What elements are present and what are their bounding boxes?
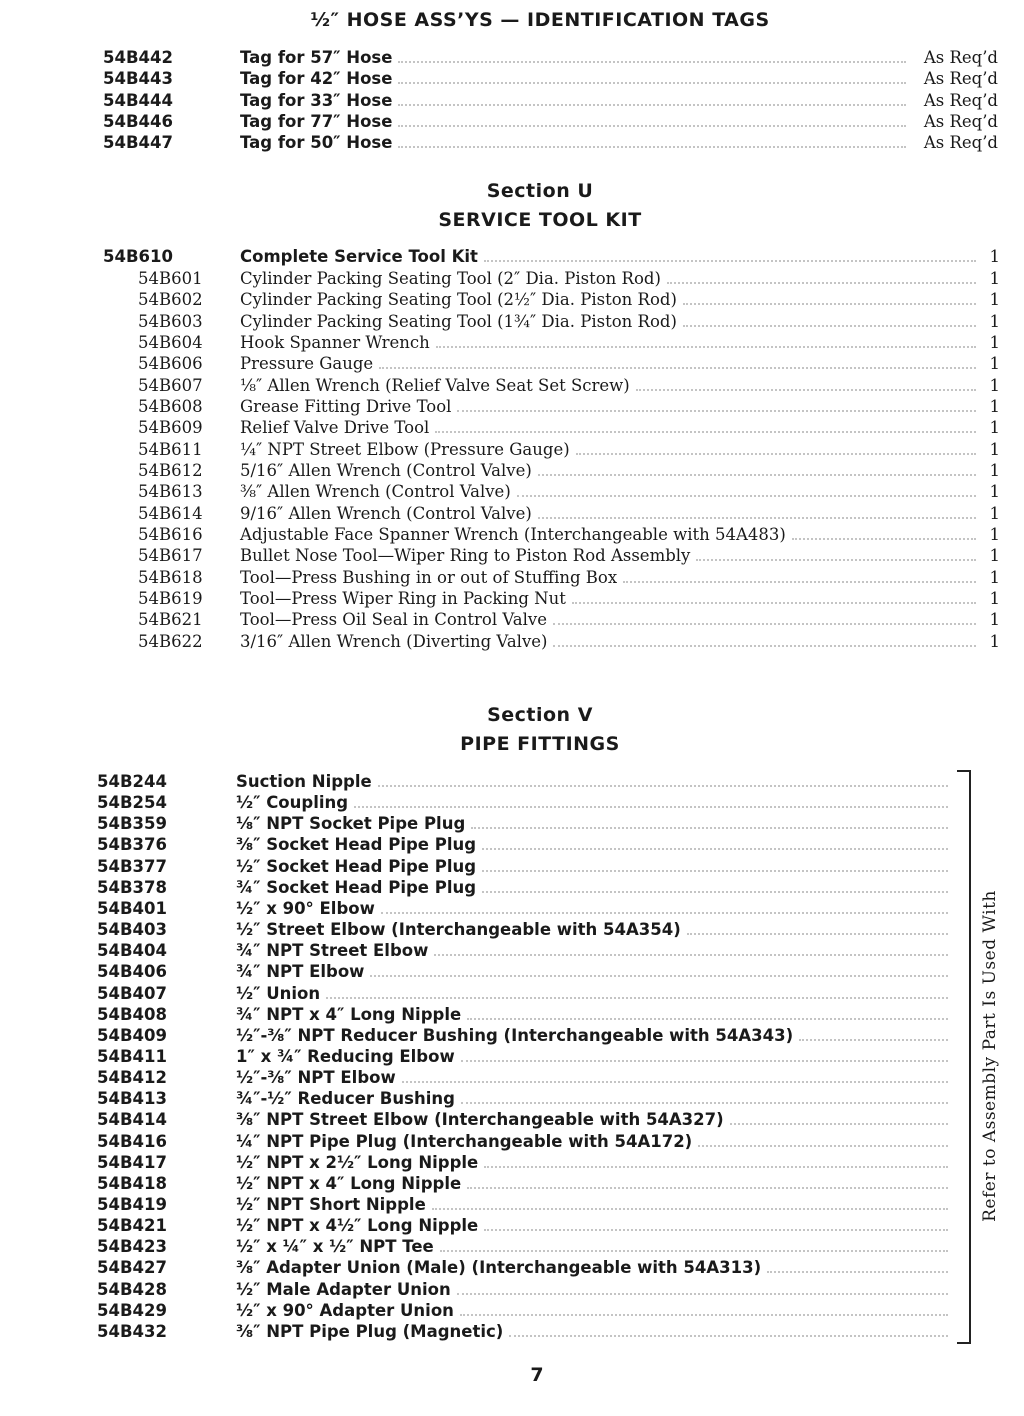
dot-leader [471,813,948,829]
description-text: Tool—Press Oil Seal in Control Valve [240,610,547,630]
fitting-row [0,1152,1024,1173]
description [236,813,952,834]
dot-leader [799,1025,948,1041]
quantity: 1 [989,610,1000,630]
quantity: 1 [989,396,1000,416]
description [236,1321,952,1342]
description [236,1215,952,1236]
tool-row [0,289,1024,310]
dot-leader [683,311,976,327]
dot-leader [434,940,948,956]
quantity: 1 [989,439,1000,459]
dot-leader [636,375,976,391]
description [240,90,910,111]
tag-row [0,68,1024,89]
description [236,1088,952,1109]
dot-leader [767,1257,948,1273]
dot-leader [398,111,906,127]
description-text: ¼″ NPT Street Elbow (Pressure Gauge) [240,439,570,459]
tool-row [0,460,1024,481]
part-number: 54B429 [97,1300,167,1320]
description-text: ¼″ NPT Pipe Plug (Interchangeable with 54A172) [236,1131,693,1151]
dot-leader [354,792,948,808]
dot-leader [398,68,906,84]
description [240,268,980,289]
tool-row [0,481,1024,502]
part-number: 54B404 [97,941,167,961]
part-number: 54B617 [138,546,203,566]
section-v-label: Section V [487,704,593,726]
description [240,588,980,609]
bracket-note-text: Refer to Assembly Part Is Used With [980,890,1000,1222]
fitting-row [0,961,1024,982]
dot-leader [696,545,976,561]
description-text: ⅜″ NPT Street Elbow (Interchangeable with 54A327) [236,1110,724,1130]
quantity: As Req’d [923,111,998,131]
description [236,919,952,940]
fitting-row [0,856,1024,877]
quantity: 1 [989,290,1000,310]
quantity: 1 [989,375,1000,395]
fitting-row [0,919,1024,940]
part-number: 54B603 [138,311,203,331]
fitting-row [0,834,1024,855]
dot-leader [687,919,948,935]
tool-row [0,588,1024,609]
quantity: 1 [989,247,1000,266]
fitting-row [0,1321,1024,1342]
description-text: 5/16″ Allen Wrench (Control Valve) [240,460,532,480]
part-number: 54B601 [138,269,203,288]
tool-row [0,503,1024,524]
dot-leader [698,1131,948,1147]
description-text: Tag for 57″ Hose [240,48,393,67]
description [236,1131,952,1152]
fitting-row [0,1215,1024,1236]
description-text: ½″ NPT Short Nipple [236,1195,426,1214]
description-text: Complete Service Tool Kit [240,247,478,266]
fitting-row [0,1194,1024,1215]
part-number: 54B411 [97,1046,167,1066]
dot-leader [517,481,976,497]
tag-row [0,132,1024,153]
description-text: ⅛″ Allen Wrench (Relief Valve Seat Set Screw) [240,375,630,395]
part-number: 54B611 [138,439,203,459]
description [240,332,980,353]
description [236,1025,952,1046]
quantity: 1 [989,503,1000,523]
description-text: Hook Spanner Wrench [240,332,430,352]
dot-leader [538,460,976,476]
description-text: 9/16″ Allen Wrench (Control Valve) [240,503,532,523]
dot-leader [553,631,976,647]
description-text: ¾″-½″ Reducer Bushing [236,1089,455,1109]
tool-row [0,396,1024,417]
dot-leader [370,961,948,977]
dot-leader [457,1279,948,1295]
description [240,439,980,460]
description [240,353,980,374]
description [236,1279,952,1300]
description-text: Tag for 50″ Hose [240,133,393,153]
description [240,417,980,438]
dot-leader [457,396,976,412]
quantity: 1 [989,354,1000,374]
description-text: ½″-⅜″ NPT Reducer Bushing (Interchangeable with 54A343) [236,1025,794,1045]
description-text: ½″ NPT x 4½″ Long Nipple [236,1216,479,1236]
part-number: 54B416 [97,1131,167,1151]
part-number: 54B613 [138,482,203,502]
quantity: 1 [989,311,1000,331]
part-number: 54B359 [97,814,167,834]
description-text: ⅛″ NPT Socket Pipe Plug [236,814,466,834]
dot-leader [538,503,976,519]
description-text: Adjustable Face Spanner Wrench (Interchangeable with 54A483) [240,524,786,544]
part-number: 54B618 [138,567,203,587]
description [240,132,910,153]
quantity: 1 [989,482,1000,502]
dot-leader [730,1109,948,1125]
description-text: Bullet Nose Tool—Wiper Ring to Piston Rod Assembly [240,546,691,566]
quantity: 1 [989,269,1000,288]
part-number: 54B376 [97,835,167,855]
dot-leader [572,588,976,604]
part-number: 54B610 [103,247,173,266]
part-number: 54B619 [138,588,203,608]
description [236,877,952,898]
part-number: 54B413 [97,1089,167,1109]
tool-row [0,524,1024,545]
description [240,246,980,267]
description [236,856,952,877]
tool-row [0,545,1024,566]
part-number: 54B406 [97,962,167,982]
part-number: 54B604 [138,332,203,352]
tool-row [0,609,1024,630]
description [236,1152,952,1173]
description-text: ½″ Union [236,983,321,1003]
quantity: As Req’d [923,90,998,110]
description-text: Tag for 33″ Hose [240,90,393,110]
dot-leader [482,834,948,850]
fitting-row [0,1279,1024,1300]
description-text: Suction Nipple [236,772,372,791]
dot-leader [398,47,906,63]
part-number: 54B409 [97,1025,167,1045]
part-number: 54B602 [138,290,203,310]
description-text: ⅜″ Socket Head Pipe Plug [236,835,477,855]
fitting-row [0,1236,1024,1257]
description-text: ½″ x ¼″ x ½″ NPT Tee [236,1237,434,1257]
dot-leader [509,1321,948,1337]
description [240,524,980,545]
part-number: 54B417 [97,1152,167,1172]
description-text: ½″ Coupling [236,793,349,813]
description [240,47,910,68]
description-text: ½″ x 90° Adapter Union [236,1300,454,1320]
dot-leader [435,417,976,433]
description-text: Cylinder Packing Seating Tool (1¾″ Dia. Piston Rod) [240,311,677,331]
description [236,1257,952,1278]
description [240,503,980,524]
description [240,111,910,132]
description-text: Pressure Gauge [240,354,374,374]
dot-leader [667,268,976,284]
section-v-title: PIPE FITTINGS [460,733,620,755]
tool-row [0,567,1024,588]
dot-leader [482,856,948,872]
part-number: 54B412 [97,1068,167,1088]
dot-leader [326,983,948,999]
description-text: ¾″ NPT x 4″ Long Nipple [236,1004,462,1024]
tool-row [0,439,1024,460]
description [240,375,980,396]
part-number: 54B244 [97,772,167,791]
description [240,631,980,652]
fitting-row [0,940,1024,961]
part-number: 54B607 [138,375,203,395]
description-text: Tag for 77″ Hose [240,111,393,131]
part-number: 54B614 [138,503,203,523]
tag-row [0,47,1024,68]
fitting-row [0,1004,1024,1025]
fitting-row [0,1025,1024,1046]
part-number: 54B423 [97,1237,167,1257]
dot-leader [461,1046,948,1062]
dot-leader [792,524,976,540]
fitting-row [0,771,1024,792]
part-number: 54B446 [103,111,173,131]
description-text: ⅜″ Adapter Union (Male) (Interchangeable with 54A313) [236,1258,762,1278]
dot-leader [432,1194,948,1210]
description [236,898,952,919]
part-number: 54B447 [103,133,173,153]
part-number: 54B616 [138,524,203,544]
description-text: ½″ NPT x 4″ Long Nipple [236,1173,462,1193]
description [240,460,980,481]
dot-leader [484,246,976,262]
part-number: 54B418 [97,1173,167,1193]
tag-row [0,111,1024,132]
fitting-row [0,1257,1024,1278]
dot-leader [576,439,976,455]
part-number: 54B622 [138,631,203,651]
description [236,1046,952,1067]
part-number: 54B408 [97,1004,167,1024]
part-number: 54B443 [103,69,173,89]
page-number: 7 [530,1364,544,1386]
fitting-row [0,1109,1024,1130]
part-number: 54B421 [97,1216,167,1236]
part-number: 54B612 [138,460,203,480]
part-number: 54B254 [97,793,167,813]
description [236,961,952,982]
part-number: 54B608 [138,396,203,416]
description-text: ½″ NPT x 2½″ Long Nipple [236,1152,479,1172]
tool-row [0,631,1024,652]
description [240,609,980,630]
description-text: Cylinder Packing Seating Tool (2″ Dia. Piston Rod) [240,269,661,288]
description [240,545,980,566]
description [236,1300,952,1321]
description-text: Tool—Press Wiper Ring in Packing Nut [240,588,566,608]
part-number: 54B407 [97,983,167,1003]
dot-leader [460,1300,948,1316]
description-text: ⅜″ Allen Wrench (Control Valve) [240,482,511,502]
description [236,771,952,792]
description-text: ¾″ NPT Street Elbow [236,941,429,961]
section-u-title: SERVICE TOOL KIT [438,209,642,231]
part-number: 54B419 [97,1195,167,1214]
quantity: 1 [989,631,1000,651]
dot-leader [484,1152,948,1168]
part-number: 54B444 [103,90,173,110]
tool-row [0,268,1024,289]
description-text: Tool—Press Bushing in or out of Stuffing Box [240,567,618,587]
description-text: ½″ Socket Head Pipe Plug [236,856,477,876]
description-text: ½″-⅜″ NPT Elbow [236,1068,396,1088]
part-number: 54B377 [97,856,167,876]
dot-leader [623,567,976,583]
description-text: ½″ x 90° Elbow [236,898,375,918]
quantity: 1 [989,588,1000,608]
dot-leader [398,90,906,106]
kit-row [0,246,1024,267]
description [236,834,952,855]
tag-row [0,90,1024,111]
description [236,1067,952,1088]
section-t-title: ½″ HOSE ASS’YS — IDENTIFICATION TAGS [310,9,770,31]
description [240,567,980,588]
section-u-label: Section U [486,180,594,202]
quantity: As Req’d [923,69,998,89]
part-number: 54B432 [97,1321,167,1341]
description-text: 1″ x ¾″ Reducing Elbow [236,1046,455,1066]
description-text: ⅜″ NPT Pipe Plug (Magnetic) [236,1321,504,1341]
part-number: 54B378 [97,877,167,897]
tool-row [0,375,1024,396]
quantity: 1 [989,332,1000,352]
description [236,983,952,1004]
part-number: 54B414 [97,1110,167,1130]
fitting-row [0,1067,1024,1088]
dot-leader [381,898,948,914]
part-number: 54B606 [138,354,203,374]
dot-leader [553,609,976,625]
description-text: Relief Valve Drive Tool [240,418,430,438]
dot-leader [683,289,976,305]
description-text: ½″ Street Elbow (Interchangeable with 54A354) [236,920,681,940]
part-number: 54B442 [103,48,173,67]
fitting-row [0,792,1024,813]
part-number: 54B401 [97,898,167,918]
tool-row [0,332,1024,353]
tool-row [0,417,1024,438]
description-text: Cylinder Packing Seating Tool (2½″ Dia. Piston Rod) [240,290,677,310]
dot-leader [482,877,948,893]
fitting-row [0,983,1024,1004]
description [236,1004,952,1025]
dot-leader [440,1236,948,1252]
quantity: 1 [989,546,1000,566]
dot-leader [402,1067,948,1083]
quantity: 1 [989,418,1000,438]
part-number: 54B609 [138,418,203,438]
description-text: 3/16″ Allen Wrench (Diverting Valve) [240,631,548,651]
quantity: As Req’d [923,133,998,153]
description [240,68,910,89]
description-text: ½″ Male Adapter Union [236,1279,451,1299]
dot-leader [467,1173,948,1189]
dot-leader [484,1215,948,1231]
tool-row [0,311,1024,332]
fitting-row [0,898,1024,919]
description [236,940,952,961]
description-text: ¾″ NPT Elbow [236,962,365,982]
description [236,1236,952,1257]
fitting-row [0,1088,1024,1109]
description [240,396,980,417]
fitting-row [0,1131,1024,1152]
description-text: ¾″ Socket Head Pipe Plug [236,877,477,897]
description [236,1194,952,1215]
part-number: 54B428 [97,1279,167,1299]
description-text: Grease Fitting Drive Tool [240,396,452,416]
part-number: 54B621 [138,610,203,630]
fitting-row [0,1300,1024,1321]
dot-leader [467,1004,948,1020]
quantity: 1 [989,524,1000,544]
quantity: 1 [989,460,1000,480]
dot-leader [436,332,976,348]
fitting-row [0,813,1024,834]
description [240,481,980,502]
description [236,792,952,813]
dot-leader [378,771,948,787]
dot-leader [461,1088,948,1104]
quantity: 1 [989,567,1000,587]
fitting-row [0,877,1024,898]
dot-leader [398,132,906,148]
fitting-row [0,1173,1024,1194]
part-number: 54B427 [97,1258,167,1278]
quantity: As Req’d [923,48,998,67]
description [240,289,980,310]
tool-row [0,353,1024,374]
dot-leader [379,353,976,369]
description-text: Tag for 42″ Hose [240,69,393,89]
description [236,1173,952,1194]
description [236,1109,952,1130]
part-number: 54B403 [97,920,167,940]
description [240,311,980,332]
assembly-bracket [957,770,971,1344]
fitting-row [0,1046,1024,1067]
